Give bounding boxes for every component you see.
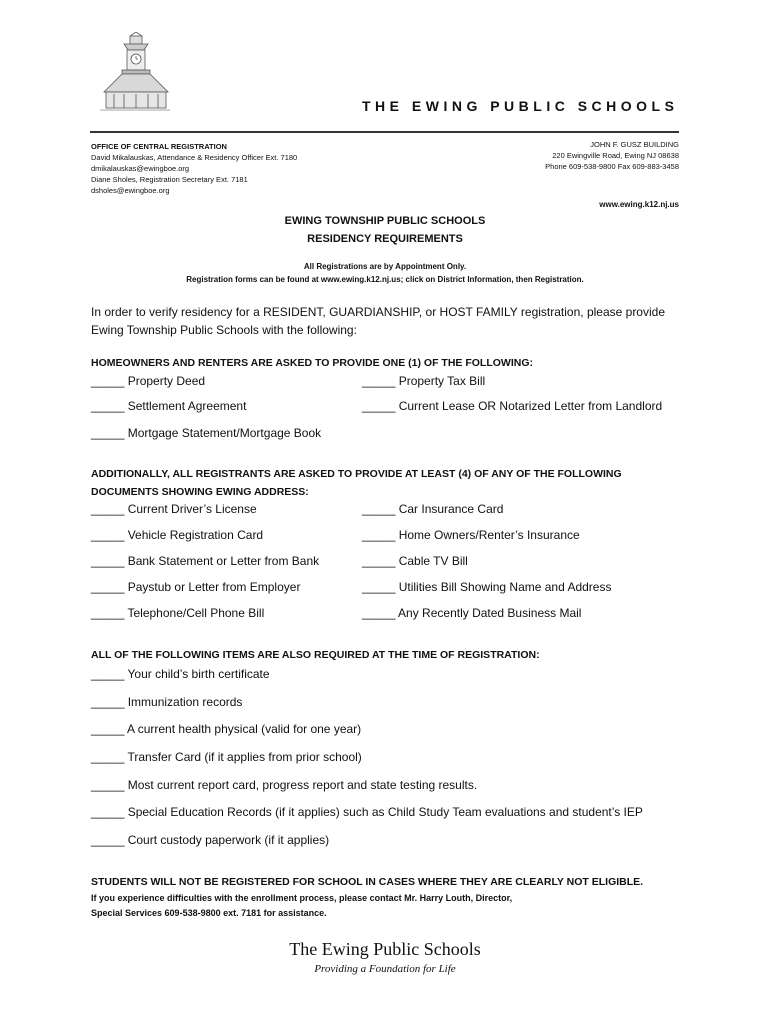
header-divider xyxy=(90,131,679,133)
checklist-item: _____ Vehicle Registration Card xyxy=(91,528,264,542)
office-title: OFFICE OF CENTRAL REGISTRATION xyxy=(91,142,227,151)
building-phone: Phone 609-538-9800 Fax 609-883-3458 xyxy=(545,162,679,171)
checklist-item: _____ Paystub or Letter from Employer xyxy=(91,580,301,594)
checklist-item: _____ Most current report card, progress report and state testing results. xyxy=(91,778,478,792)
appointment-note: All Registrations are by Appointment Only. xyxy=(303,262,467,271)
section1-heading: HOMEOWNERS AND RENTERS ARE ASKED TO PROVIDE ONE (1) OF THE FOLLOWING: xyxy=(91,357,533,369)
checklist-item: _____ Property Deed xyxy=(91,374,206,388)
district-logo-name: The Ewing Public Schools xyxy=(289,939,481,959)
clock-tower-illustration xyxy=(100,32,170,112)
checklist-item: _____ Special Education Records (if it applies) such as Child Study Team evaluations and student’s IEP xyxy=(91,805,643,819)
section2-heading-line2: DOCUMENTS SHOWING EWING ADDRESS: xyxy=(91,486,309,498)
checklist-item: _____ A current health physical (valid for one year) xyxy=(91,722,362,736)
office-contact-block xyxy=(91,141,297,196)
checklist-item: _____ Immunization records xyxy=(91,695,243,709)
checklist-item: _____ Current Lease OR Notarized Letter from Landlord xyxy=(362,399,663,413)
eligibility-warning: STUDENTS WILL NOT BE REGISTERED FOR SCHOOL IN CASES WHERE THEY ARE CLEARLY NOT ELIGIBLE. xyxy=(91,876,644,888)
contact-attendance-officer: David Mikalauskas, Attendance & Residency Officer Ext. 7180 xyxy=(91,153,298,162)
building-address: 220 Ewingville Road, Ewing NJ 08638 xyxy=(552,151,679,160)
help-line2: Special Services 609-538-9800 ext. 7181 for assistance. xyxy=(91,908,327,918)
checklist-item: _____ Any Recently Dated Business Mail xyxy=(362,606,582,620)
district-banner: THE EWING PUBLIC SCHOOLS xyxy=(362,98,679,114)
doc-title-line2: RESIDENCY REQUIREMENTS xyxy=(307,233,463,245)
checklist-item: _____ Your child’s birth certificate xyxy=(91,667,270,681)
checklist-item: _____ Cable TV Bill xyxy=(362,554,468,568)
checklist-item: _____ Utilities Bill Showing Name and Address xyxy=(362,580,612,594)
checklist-item: _____ Bank Statement or Letter from Bank xyxy=(91,554,320,568)
doc-title-line1: EWING TOWNSHIP PUBLIC SCHOOLS xyxy=(284,215,486,227)
checklist-item: _____ Property Tax Bill xyxy=(362,374,486,388)
help-contact xyxy=(91,891,512,921)
building-address-block xyxy=(545,139,679,172)
help-line1: If you experience difficulties with the enrollment process, please contact Mr. Harry Louth, Director, xyxy=(91,893,513,903)
contact-registration-secretary: Diane Sholes, Registration Secretary Ext. 7181 xyxy=(91,175,248,184)
checklist-item: _____ Telephone/Cell Phone Bill xyxy=(91,606,265,620)
checklist-item: _____ Mortgage Statement/Mortgage Book xyxy=(91,426,322,440)
checklist-item: _____ Current Driver’s License xyxy=(91,502,257,516)
intro-paragraph: In order to verify residency for a RESIDENT, GUARDIANSHIP, or HOST FAMILY registration, please provide Ewing Township Public Schools with the following: xyxy=(91,305,665,337)
website-url: www.ewing.k12.nj.us xyxy=(599,200,679,209)
checklist-item: _____ Court custody paperwork (if it applies) xyxy=(91,833,330,847)
section2-heading-line1: ADDITIONALLY, ALL REGISTRANTS ARE ASKED TO PROVIDE AT LEAST (4) OF ANY OF THE FOLLOWING xyxy=(91,468,622,480)
section3-heading: ALL OF THE FOLLOWING ITEMS ARE ALSO REQUIRED AT THE TIME OF REGISTRATION: xyxy=(91,649,540,661)
checklist-item: _____ Home Owners/Renter’s Insurance xyxy=(362,528,580,542)
checklist-item: _____ Settlement Agreement xyxy=(91,399,247,413)
checklist-item: _____ Car Insurance Card xyxy=(362,502,504,516)
registration-forms-note: Registration forms can be found at www.ewing.k12.nj.us; click on District Information, then Registration. xyxy=(186,275,584,284)
checklist-item: _____ Transfer Card (if it applies from prior school) xyxy=(91,750,362,764)
email-attendance-officer: dmikalauskas@ewingboe.org xyxy=(91,164,190,173)
district-tagline: Providing a Foundation for Life xyxy=(314,963,456,975)
building-name: JOHN F. GUSZ BUILDING xyxy=(590,140,679,149)
email-registration-secretary: dsholes@ewingboe.org xyxy=(91,186,170,195)
